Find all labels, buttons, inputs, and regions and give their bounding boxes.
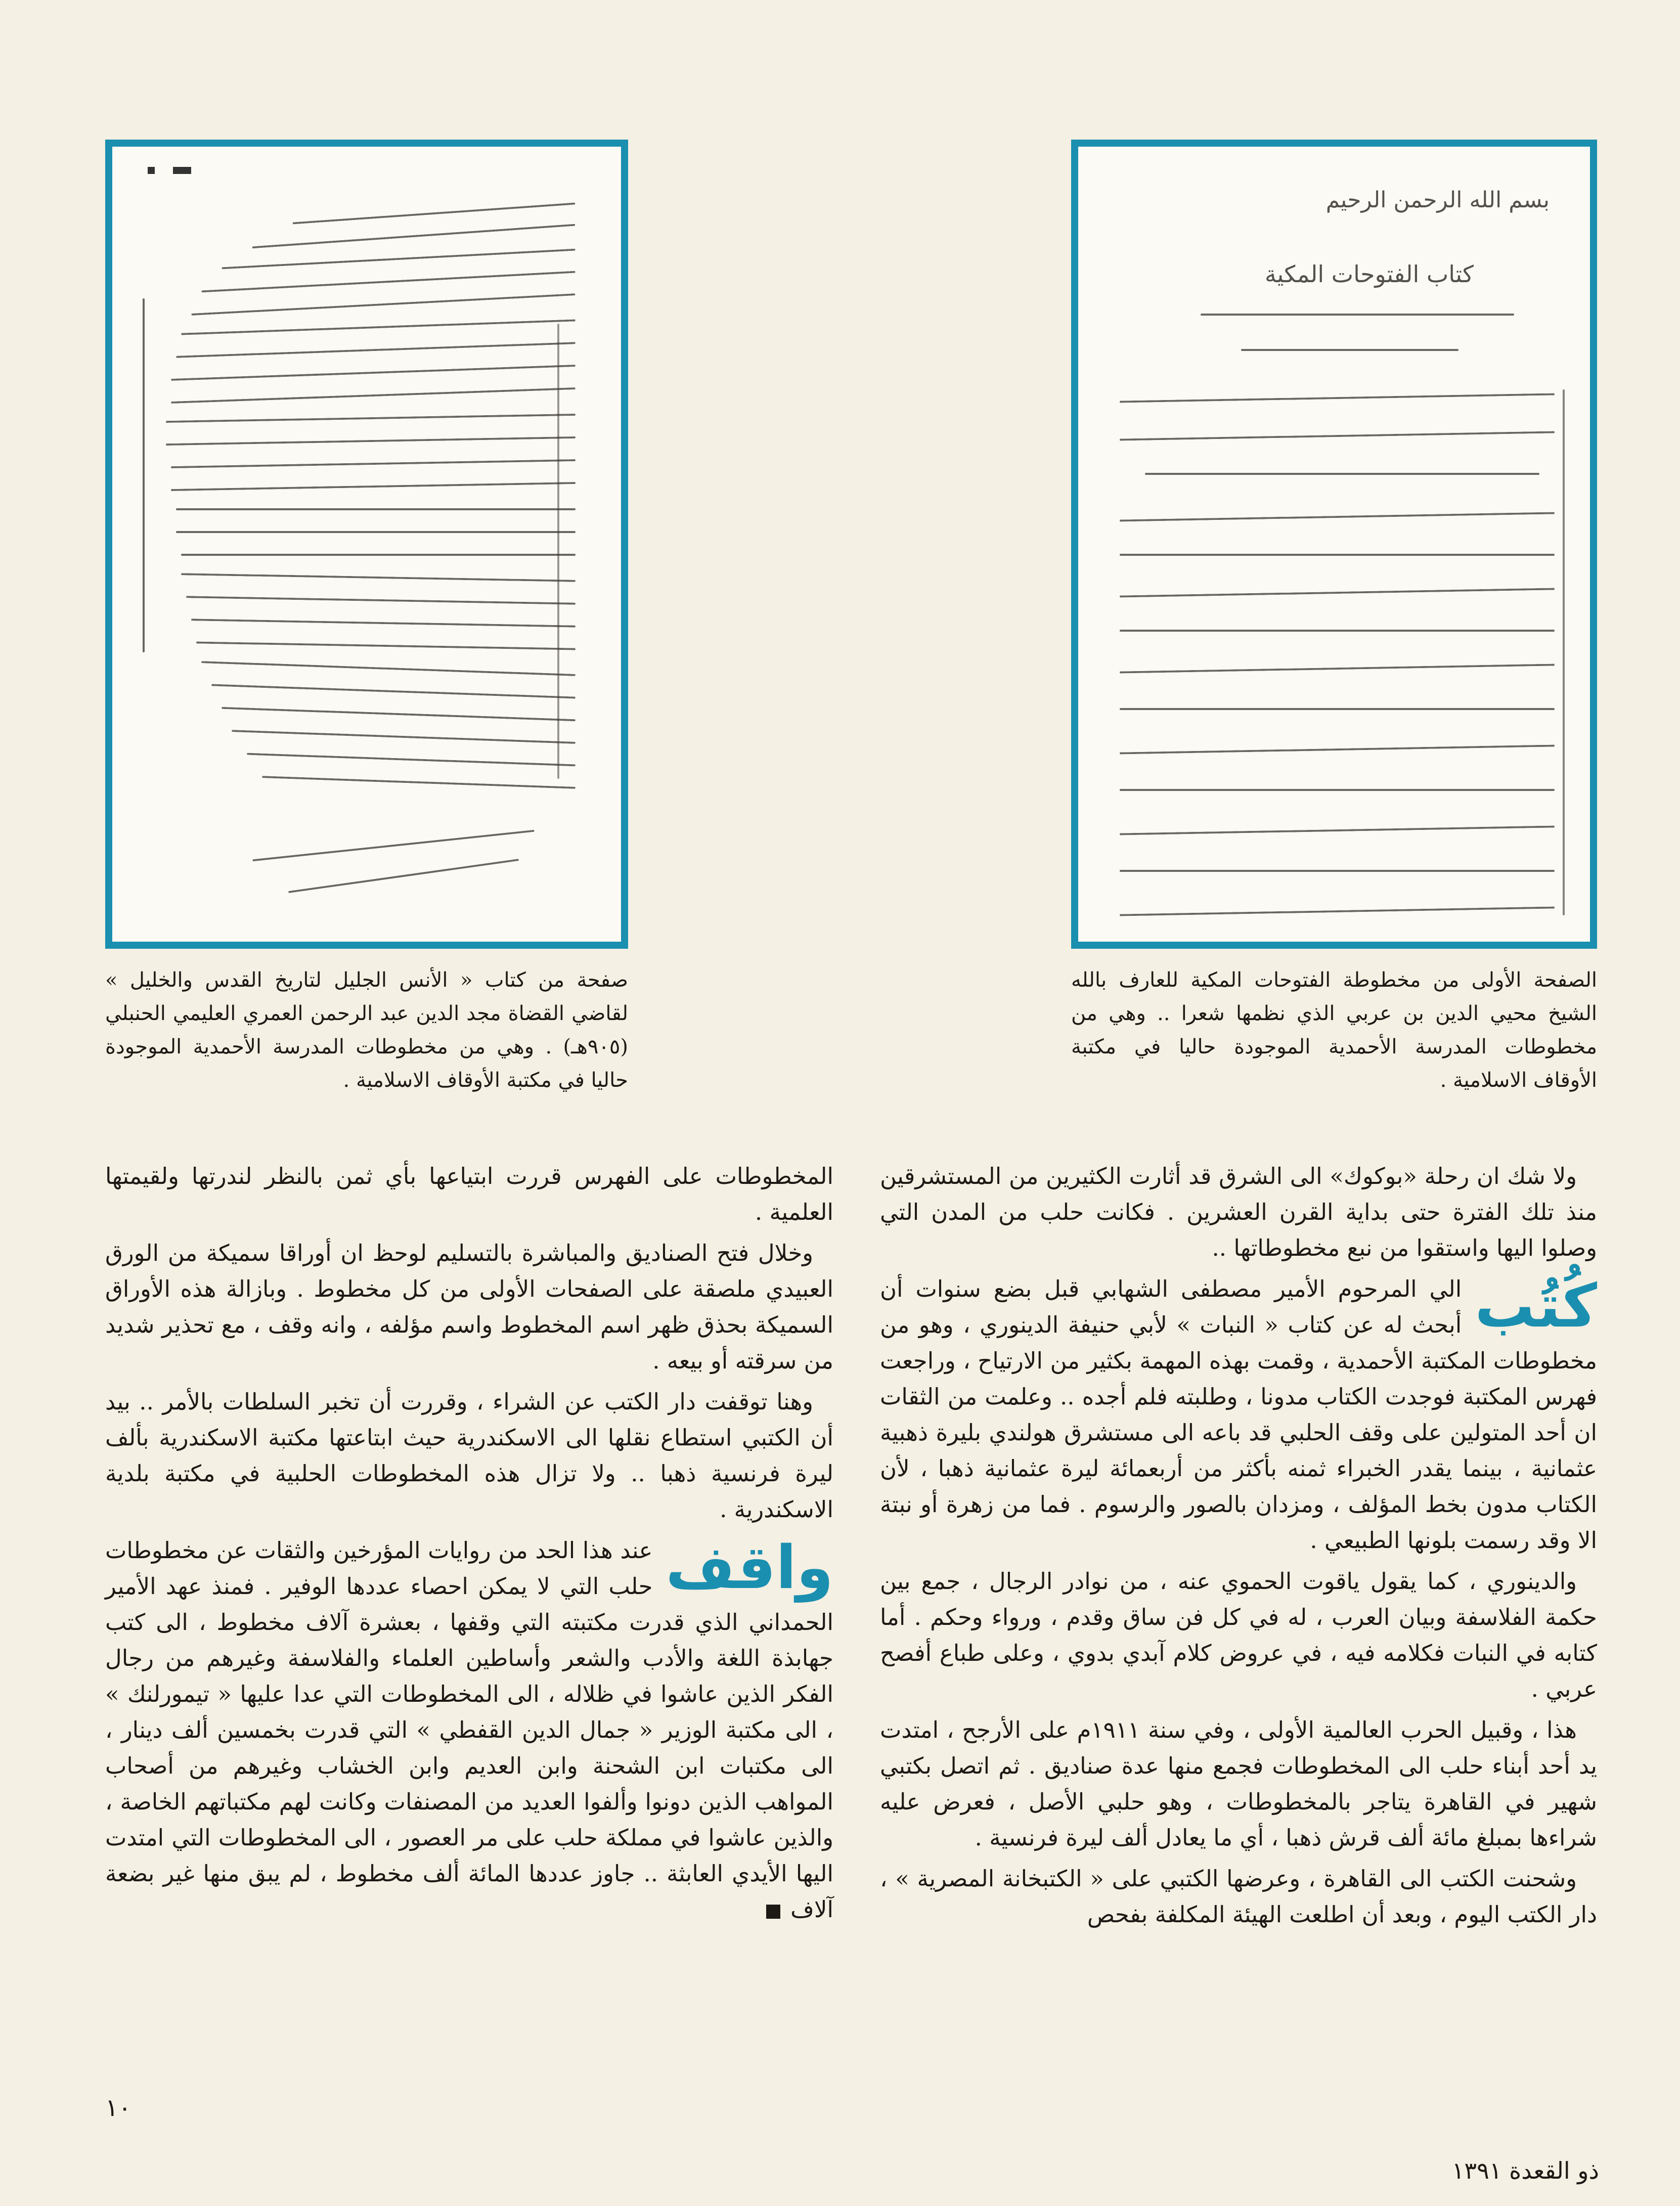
manuscript-title: كتاب الفتوحات المكية xyxy=(1264,260,1474,288)
article-column-left xyxy=(105,1158,833,1932)
issue-date: ذو القعدة ١٣٩١ xyxy=(1451,2157,1599,2184)
paragraph: وهنا توقفت دار الكتب عن الشراء ، وقررت أن تخبر السلطات بالأمر .. بيد أن الكتبي استطاع نقلها الى الاسكندرية حيث ابتاعتها مكتبة الاسكندرية بألف ليرة فرنسية ذهبا .. ولا تزال هذه المخطوطات الحلبية في مكتبة بلدية الاسكندرية . xyxy=(105,1388,833,1523)
paragraph: هذا ، وقبيل الحرب العالمية الأولى ، وفي سنة ١٩١١م على الأرجح ، امتدت يد أحد أبناء حلب الى المخطوطات فجمع منها عدة صناديق . ثم اتصل بكتبي شهير في القاهرة يتاجر بالمخطوطات ، وهو حلبي الأصل ، فعرض عليه شراءها بمبلغ مائة ألف قرش ذهبا ، أي ما يعادل ألف ليرة فرنسية . xyxy=(880,1716,1597,1851)
paragraph-with-dropword xyxy=(880,1271,1597,1558)
drop-word: واقف xyxy=(666,1532,833,1602)
paragraph: والدينوري ، كما يقول ياقوت الحموي عنه ، من نوادر الرجال ، جمع بين حكمة الفلاسفة وبيان العرب ، له في كل فن ساق وقدم ، ورواء وحكم . أما كتابه في النبات فكلامه فيه ، في عروض كلام آبدي بدوي ، وعلى طباع أفصح عربي . xyxy=(880,1568,1597,1702)
page-number: ١٠ xyxy=(105,2094,131,2122)
drop-word: كُتُب xyxy=(1475,1271,1597,1341)
end-mark xyxy=(766,1905,780,1919)
manuscript-image-left xyxy=(112,147,621,942)
paragraph-text: الي المرحوم الأمير مصطفى الشهابي قبل بضع سنوات أن أبحث له عن كتاب « النبات » لأبي حنيفة الدينوري ، وهو من مخطوطات المكتبة الأحمدية ، وقمت بهذه المهمة بكثير من الارتياح ، وراجعت فهرس المكتبة فوجدت الكتاب مدونا ، وطلبته فلم أجده .. وعلمت من الثقات ان أحد المتولين على وقف الحلبي قد باعه الى مستشرق هولندي بليرة ذهبية عثمانية ، بينما يقدر الخبراء ثمنه بأكثر من أربعمائة ليرة عثمانية ذهبا ، لأن الكتاب مدون بخط المؤلف ، ومزدان بالصور والرسوم . فما من زهرة أو نبتة الا وقد رسمت بلونها الطبيعي . xyxy=(880,1275,1597,1554)
figure-right-manuscript xyxy=(1071,140,1597,949)
figure-left-manuscript xyxy=(105,140,628,949)
article-column-right xyxy=(880,1158,1597,1937)
paragraph: المخطوطات على الفهرس قررت ابتياعها بأي ثمن بالنظر لندرتها ولقيمتها العلمية . xyxy=(105,1163,833,1225)
paragraph: ولا شك ان رحلة «بوكوك» الى الشرق قد أثارت الكثيرين من المستشرقين منذ تلك الفترة حتى بداية القرن العشرين . فكانت حلب من المدن التي وصلوا اليها واستقوا من نبع مخطوطاتها .. xyxy=(880,1163,1597,1261)
paragraph: وخلال فتح الصناديق والمباشرة بالتسليم لوحظ ان أوراقا سميكة من الورق العبيدي ملصقة على الصفحات الأولى من كل مخطوط . وبازالة هذه الأوراق السميكة بحذق ظهر اسم المخطوط واسم مؤلفه ، وانه وقف ، مع تحذير شديد من سرقته أو بيعه . xyxy=(105,1240,833,1374)
paragraph-text: عند هذا الحد من روايات المؤرخين والثقات عن مخطوطات حلب التي لا يمكن احصاء عددها الوفير . فمنذ عهد الأمير الحمداني الذي قدرت مكتبته التي وقفها ، بعشرة آلاف مخطوط ، الى كتب جهابذة اللغة والأدب والشعر وأساطين العلماء والفلاسفة وغيرهم من رجال الفكر الذين عاشوا في ظلاله ، الى المخطوطات التي عدا عليها « تيمورلنك » ، الى مكتبة الوزير « جمال الدين القفطي » التي قدرت بخمسين ألف دينار ، الى مكتبات ابن الشحنة وابن العديم وابن الخشاب وغيرهم من أصحاب المواهب الذين دونوا وألفوا العديد من المصنفات وكانت لهم مكتباتهم الخاصة ، والذين عاشوا في مملكة حلب على مر العصور ، الى المخطوطات التي امتدت اليها الأيدي العابثة .. جاوز عددها المائة ألف مخطوط ، لم يبق منها غير بضعة آلاف xyxy=(105,1537,833,1923)
paragraph-with-dropword xyxy=(105,1532,833,1927)
caption-right: الصفحة الأولى من مخطوطة الفتوحات المكية للعارف بالله الشيخ محيي الدين بن عربي الذي نظمها شعرا .. وهي من مخطوطات المدرسة الأحمدية الموجودة حاليا في مكتبة الأوقاف الاسلامية . xyxy=(1071,968,1597,1092)
manuscript-basmala: بسم الله الرحمن الرحيم xyxy=(1325,187,1550,213)
manuscript-image-right xyxy=(1078,147,1590,942)
paragraph: وشحنت الكتب الى القاهرة ، وعرضها الكتبي على « الكتبخانة المصرية » ، دار الكتب اليوم ، وبعد أن اطلعت الهيئة المكلفة بفحص xyxy=(880,1865,1597,1928)
caption-left: صفحة من كتاب « الأنس الجليل لتاريخ القدس والخليل » لقاضي القضاة مجد الدين عبد الرحمن العمري العليمي الحنبلي (٩٠٥هـ) . وهي من مخطوطات المدرسة الأحمدية الموجودة حاليا في مكتبة الأوقاف الاسلامية . xyxy=(105,968,628,1092)
